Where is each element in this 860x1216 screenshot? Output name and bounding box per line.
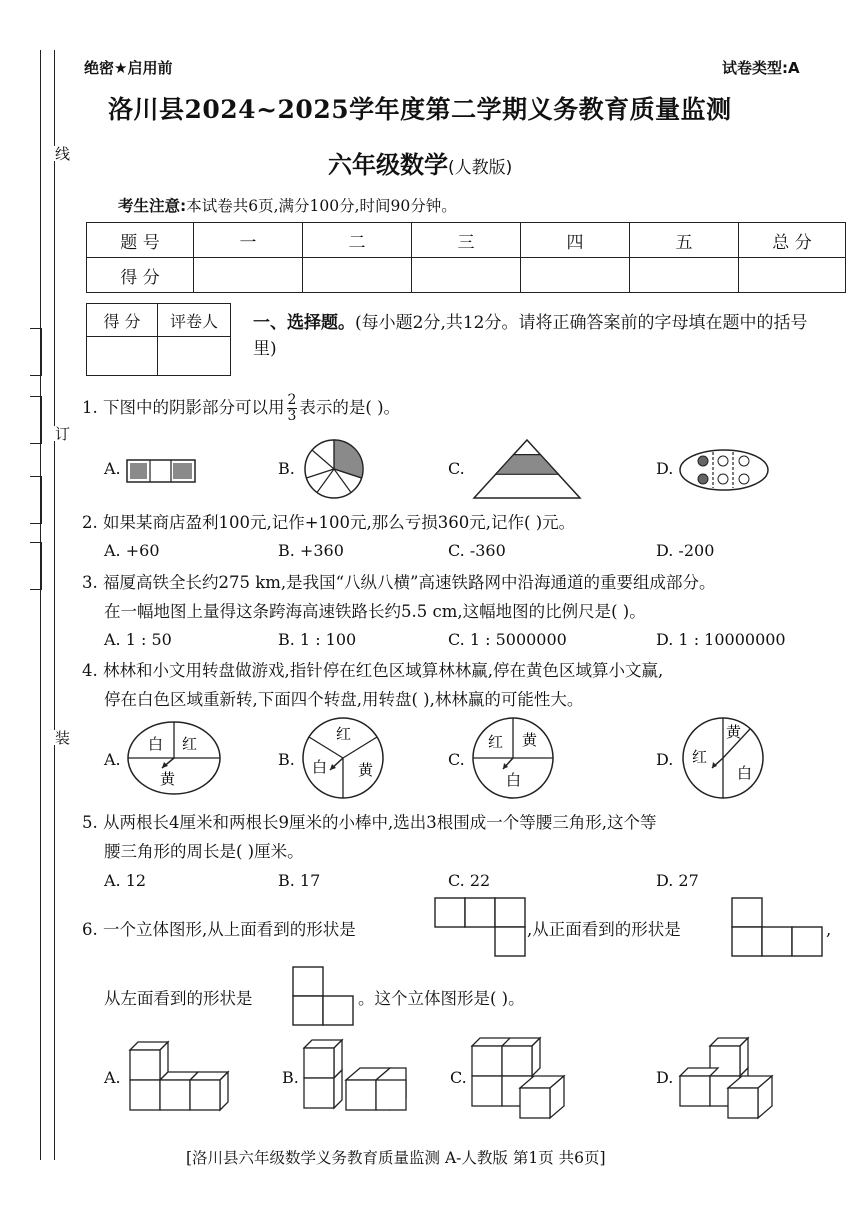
grader-name-cell[interactable]	[158, 337, 231, 376]
q6-option-c[interactable]: C.	[450, 1068, 467, 1087]
q1-figure-a-bar	[126, 458, 198, 484]
q1-option-d[interactable]: D.	[656, 459, 674, 478]
question-3-line2: 在一幅地图上量得这条跨海高速铁路长约5.5 cm,这幅地图的比例尺是( )。	[104, 602, 646, 621]
notice-label: 考生注意:	[118, 197, 187, 215]
q5-option-c[interactable]: C. 22	[448, 871, 491, 890]
grader-name-label: 评卷人	[158, 304, 231, 337]
q6-figure-b-cubes	[302, 1036, 412, 1118]
q4-option-b[interactable]: B.	[278, 750, 295, 769]
section-heading: 一、选择题。	[253, 313, 355, 333]
binding-line-outer	[40, 50, 41, 1160]
score-cell[interactable]	[303, 258, 412, 293]
score-table	[86, 222, 846, 293]
info-field-box	[30, 328, 42, 376]
question-3-line1: 3. 福厦高铁全长约275 km,是我国“八纵八横”高速铁路网中沿海通道的重要组成部分。	[82, 573, 716, 592]
score-row-label: 得 分	[87, 258, 194, 293]
spinner-d-label: 黄	[726, 723, 742, 741]
score-cell[interactable]	[412, 258, 521, 293]
section-note: (每小题2分,共12分。请将正确答案前的字母填在题中的括号里)	[253, 313, 808, 359]
subject-title	[328, 145, 512, 180]
score-cell[interactable]	[521, 258, 630, 293]
score-header-cell: 五	[630, 223, 739, 258]
score-header-cell: 题 号	[87, 223, 194, 258]
spinner-d	[680, 715, 766, 801]
question-4-line1: 4. 林林和小文用转盘做游戏,指针停在红色区域算林林赢,停在黄色区域算小文赢,	[82, 661, 664, 680]
binding-label-line: 线	[53, 146, 71, 161]
q6-option-d[interactable]: D.	[656, 1068, 674, 1087]
q1-figure-b-pie	[302, 437, 366, 501]
paper-type: 试卷类型:A	[722, 59, 800, 77]
question-6-part5: 。这个立体图形是( )。	[358, 989, 525, 1008]
q6-option-a[interactable]: A.	[104, 1068, 121, 1087]
spinner-b-label: 红	[336, 725, 352, 743]
spinner-a-label: 白	[148, 735, 164, 753]
question-5-line1: 5. 从两根长4厘米和两根长9厘米的小棒中,选出3根围成一个等腰三角形,这个等	[82, 813, 657, 832]
q2-option-c[interactable]: C. -360	[448, 541, 506, 560]
info-field-box	[30, 542, 42, 590]
q3-option-a[interactable]: A. 1 : 50	[104, 630, 172, 649]
q6-option-b[interactable]: B.	[282, 1068, 299, 1087]
q1-option-a[interactable]: A.	[104, 459, 121, 478]
score-header-cell: 一	[194, 223, 303, 258]
spinner-d-label: 红	[692, 748, 708, 766]
q4-option-c[interactable]: C.	[448, 750, 465, 769]
q4-option-a[interactable]: A.	[104, 750, 121, 769]
question-4-line2: 停在白色区域重新转,下面四个转盘,用转盘( ),林林赢的可能性大。	[104, 690, 584, 709]
q3-option-b[interactable]: B. 1 : 100	[278, 630, 357, 649]
section-title	[253, 310, 823, 362]
q1-option-c[interactable]: C.	[448, 459, 465, 478]
binding-label-staple: 订	[53, 426, 71, 441]
score-header-cell: 四	[521, 223, 630, 258]
question-1-prefix: 1. 下图中的阴影部分可以用	[82, 398, 285, 417]
score-table-score-row	[87, 258, 846, 293]
spinner-a-label: 黄	[160, 770, 176, 788]
q5-option-a[interactable]: A. 12	[104, 871, 147, 890]
q5-option-d[interactable]: D. 27	[656, 871, 699, 890]
spinner-d-label: 白	[737, 764, 753, 782]
spinner-b	[300, 715, 386, 801]
q5-option-b[interactable]: B. 17	[278, 871, 321, 890]
front-view-figure	[731, 897, 825, 959]
question-6-part2: ,从正面看到的形状是	[527, 920, 681, 939]
binding-label-bind: 装	[53, 730, 71, 745]
q6-figure-c-cubes	[470, 1034, 572, 1120]
spinner-c-label: 白	[506, 771, 522, 789]
grader-score-label: 得 分	[87, 304, 158, 337]
question-2: 2. 如果某商店盈利100元,记作+100元,那么亏损360元,记作( )元。	[82, 513, 576, 532]
q6-figure-a-cubes	[126, 1036, 238, 1118]
q6-figure-d-cubes	[678, 1034, 780, 1120]
question-5-line2: 腰三角形的周长是( )厘米。	[104, 842, 304, 861]
spinner-a	[126, 720, 222, 796]
question-1-suffix: 表示的是( )。	[299, 398, 401, 417]
question-6-part1: 6. 一个立体图形,从上面看到的形状是	[82, 920, 356, 939]
score-cell[interactable]	[739, 258, 846, 293]
page-title: 洛川县2024~2025学年度第二学期义务教育质量监测	[108, 95, 732, 124]
score-table-header-row	[87, 223, 846, 258]
question-6-part4: 从左面看到的形状是	[104, 989, 253, 1008]
binding-line-inner	[54, 50, 55, 1160]
question-6-part3: ,	[826, 920, 832, 939]
score-header-cell: 总 分	[739, 223, 846, 258]
notice-text: 本试卷共6页,满分100分,时间90分钟。	[186, 197, 457, 215]
fraction-denominator: 3	[287, 408, 297, 424]
page-footer: [洛川县六年级数学义务教育质量监测 A-人教版 第1页 共6页]	[186, 1149, 606, 1167]
score-cell[interactable]	[194, 258, 303, 293]
subject-name: 六年级数学	[328, 151, 448, 179]
edition-label: (人教版)	[448, 158, 513, 178]
score-cell[interactable]	[630, 258, 739, 293]
spinner-c-label: 红	[488, 733, 504, 751]
spinner-b-label: 黄	[358, 761, 374, 779]
q3-option-d[interactable]: D. 1 : 10000000	[656, 630, 786, 649]
q1-figure-c-triangle	[470, 436, 584, 502]
exam-notice	[118, 194, 457, 216]
grader-score-cell[interactable]	[87, 337, 158, 376]
spinner-b-label: 白	[312, 758, 328, 776]
grader-box	[86, 303, 231, 376]
q1-figure-d-oval	[678, 448, 770, 492]
secret-mark: 绝密★启用前	[84, 59, 173, 77]
q1-option-b[interactable]: B.	[278, 459, 295, 478]
score-header-cell: 二	[303, 223, 412, 258]
q4-option-d[interactable]: D.	[656, 750, 674, 769]
q2-option-a[interactable]: A. +60	[104, 541, 160, 560]
info-field-box	[30, 396, 42, 444]
fraction-numerator: 2	[287, 392, 297, 408]
q2-option-d[interactable]: D. -200	[656, 541, 715, 560]
question-1	[82, 393, 400, 424]
info-field-box	[30, 476, 42, 524]
spinner-c	[470, 715, 556, 801]
fraction	[287, 393, 298, 424]
spinner-a-label: 红	[182, 735, 198, 753]
left-view-figure	[292, 966, 356, 1028]
q2-option-b[interactable]: B. +360	[278, 541, 344, 560]
score-header-cell: 三	[412, 223, 521, 258]
spinner-c-label: 黄	[522, 731, 538, 749]
q3-option-c[interactable]: C. 1 : 5000000	[448, 630, 567, 649]
top-view-figure	[434, 897, 526, 959]
